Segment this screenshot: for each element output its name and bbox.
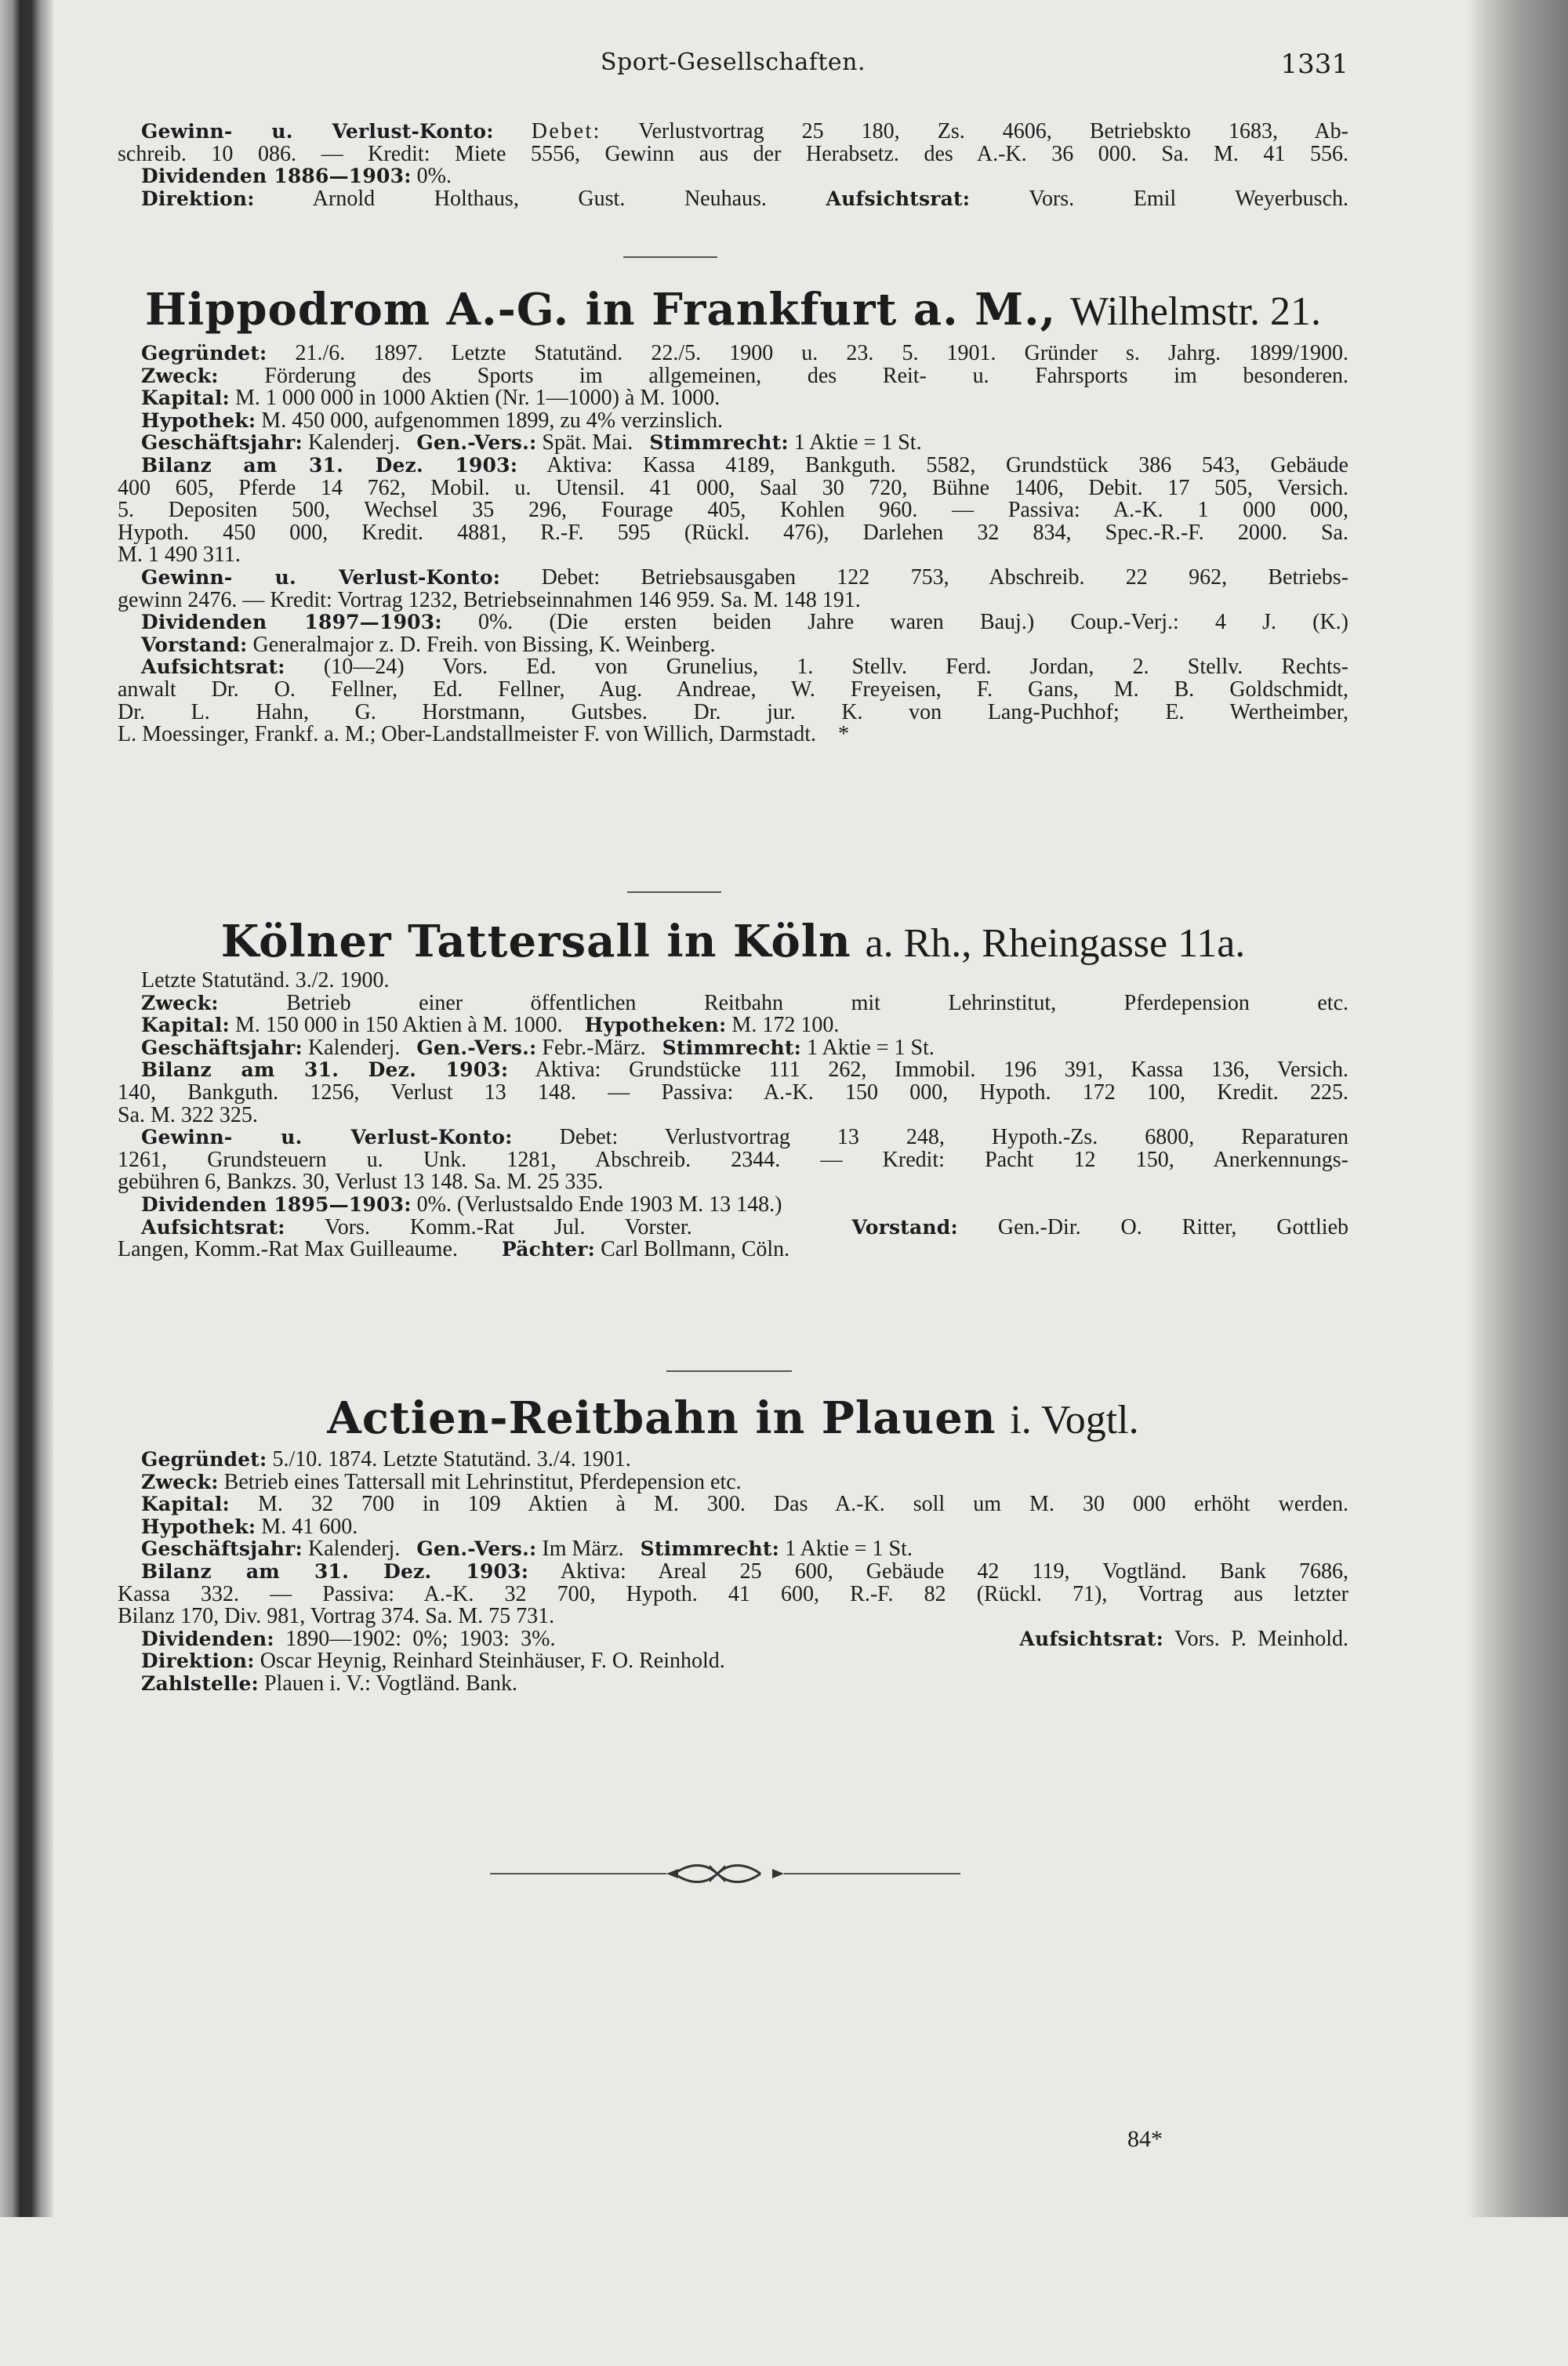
bilanz-label: Bilanz am 31. Dez. 1903: bbox=[141, 1058, 509, 1082]
gv: Im März. bbox=[542, 1537, 624, 1562]
kapital: M. 1 000 000 in 1000 Aktien (Nr. 1—1000) à M. 1000. bbox=[234, 386, 720, 411]
st: 1 Aktie = 1 St. bbox=[785, 1537, 913, 1562]
st-label: Stimmrecht: bbox=[640, 1537, 780, 1561]
separator-rule bbox=[627, 891, 721, 893]
dir: Oscar Heynig, Reinhard Steinhäuser, F. O. Reinhold. bbox=[260, 1649, 725, 1674]
vorstand-l2: Langen, Komm.-Rat Max Guilleaume. bbox=[118, 1237, 458, 1262]
bilanz-l1: Aktiva: Areal 25 600, Gebäude 42 119, Vogtländ. Bank 7686, bbox=[560, 1559, 1348, 1584]
bilanz-l1: Aktiva: Kassa 4189, Bankguth. 5582, Grundstück 386 543, Gebäude bbox=[546, 452, 1348, 477]
text-guv-2: schreib. 10 086. — Kredit: Miete 5556, Gewinn aus der Herabsetz. des A.-K. 36 000. Sa. M. 41 556. bbox=[118, 141, 1348, 166]
zweck: Betrieb eines Tattersall mit Lehrinstitut, Pferdepension etc. bbox=[223, 1469, 742, 1494]
text-line bbox=[118, 724, 1348, 746]
heading-name: Actien-Reitbahn in Plauen bbox=[327, 1392, 996, 1444]
hypothek-label: Hypothek: bbox=[141, 408, 256, 432]
ar-l1: (10—24) Vors. Ed. von Grunelius, 1. Stellv. Ferd. Jordan, 2. Stellv. Rechts- bbox=[323, 655, 1349, 680]
kapital-label: Kapital: bbox=[141, 1014, 230, 1037]
text-line bbox=[118, 1449, 1348, 1471]
label-direktion: Direktion: bbox=[141, 187, 255, 210]
paechter-label: Pächter: bbox=[501, 1238, 596, 1261]
text-line bbox=[118, 343, 1348, 365]
div: 0%. (Die ersten beiden Jahre waren Bauj.) Coup.-Verj.: 4 J. (K.) bbox=[477, 610, 1348, 635]
hypothek: M. 450 000, aufgenommen 1899, zu 4% verzinslich. bbox=[261, 408, 723, 433]
gj: Kalenderj. bbox=[307, 1035, 401, 1060]
zweck: Förderung des Sports im allgemeinen, des Reit- u. Fahrsports im besonderen. bbox=[264, 363, 1349, 388]
entry-hippodrom bbox=[118, 343, 1348, 746]
heading-name: Kölner Tattersall in Köln bbox=[220, 916, 851, 967]
page-number: 1331 bbox=[1280, 49, 1348, 80]
hyp-label: Hypotheken: bbox=[584, 1014, 727, 1037]
gegruendet-label: Gegründet: bbox=[141, 1448, 267, 1471]
text-line bbox=[118, 1239, 1348, 1261]
heading-rest: i. Vogtl. bbox=[1010, 1398, 1139, 1442]
ar-l2: anwalt Dr. O. Fellner, Ed. Fellner, Aug. Andreae, W. Freyeisen, F. Gans, M. B. Goldschmidt, bbox=[118, 677, 1348, 702]
guv-l1: Debet: Verlustvortrag 13 248, Hypoth.-Zs. 6800, Reparaturen bbox=[559, 1125, 1349, 1150]
text-line bbox=[118, 452, 1348, 477]
bilanz-label: Bilanz am 31. Dez. 1903: bbox=[141, 453, 518, 477]
text-line bbox=[118, 611, 1348, 634]
bilanz-l4: Hypoth. 450 000, Kredit. 4881, R.-F. 595 (Rückl. 476), Darlehen 32 834, Spec.-R.-F. 2000. Sa. bbox=[118, 520, 1348, 545]
text-debet: Debet: bbox=[531, 119, 601, 143]
text-line bbox=[118, 656, 1348, 679]
letzte: Letzte Statutänd. 3./2. 1900. bbox=[141, 968, 390, 992]
div-label: Dividenden 1897—1903: bbox=[141, 611, 442, 634]
text-line bbox=[118, 188, 1348, 211]
bilanz-l3: Bilanz 170, Div. 981, Vortrag 374. Sa. M. 75 731. bbox=[118, 1604, 555, 1629]
zahl-label: Zahlstelle: bbox=[141, 1671, 259, 1695]
kapital-label: Kapital: bbox=[141, 1493, 230, 1516]
label-dividenden: Dividenden 1886—1903: bbox=[141, 165, 412, 188]
heading-rest: Wilhelmstr. 21. bbox=[1069, 289, 1321, 334]
kapital: M. 150 000 in 150 Aktien à M. 1000. bbox=[234, 1013, 563, 1038]
text-line bbox=[118, 564, 1349, 590]
text-line bbox=[118, 410, 1348, 433]
ar-mark: * bbox=[838, 722, 850, 747]
text-line bbox=[118, 1628, 1348, 1651]
text-direktion: Arnold Holthaus, Gust. Neuhaus. bbox=[312, 186, 767, 211]
gj-label: Geschäftsjahr: bbox=[141, 1036, 303, 1059]
gegruendet: 21./6. 1897. Letzte Statutänd. 22./5. 1900 u. 23. 5. 1901. Gründer s. Jahrg. 1899/1900. bbox=[295, 341, 1349, 365]
ar-l4: L. Moessinger, Frankf. a. M.; Ober-Landstallmeister F. von Willich, Darmstadt. bbox=[118, 722, 817, 747]
ar-l3: Dr. L. Hahn, G. Horstmann, Gutsbes. Dr. jur. K. von Lang-Puchhof; E. Wertheimber, bbox=[118, 699, 1348, 724]
vorstand: Generalmajor z. D. Freih. von Bissing, K. Weinberg. bbox=[252, 632, 716, 657]
hyp: M. 41 600. bbox=[261, 1514, 358, 1539]
text-line bbox=[118, 1127, 1348, 1149]
gv-label: Gen.-Vers.: bbox=[416, 1537, 537, 1561]
st-label: Stimmrecht: bbox=[662, 1036, 802, 1059]
signature-mark: 84* bbox=[1127, 2126, 1163, 2152]
running-head bbox=[118, 49, 1348, 80]
label-guv: Gewinn- u. Verlust-Konto: bbox=[141, 120, 494, 143]
text-line bbox=[118, 1059, 1348, 1082]
guv-label: Gewinn- u. Verlust-Konto: bbox=[141, 1126, 513, 1149]
zahl: Plauen i. V.: Vogtländ. Bank. bbox=[263, 1671, 518, 1696]
text-line bbox=[118, 1493, 1348, 1516]
running-head-title: Sport-Gesellschaften. bbox=[600, 49, 866, 76]
ar: Vors. P. Meinhold. bbox=[1174, 1626, 1349, 1651]
text-line bbox=[118, 1650, 1348, 1673]
gj-label: Geschäftsjahr: bbox=[141, 431, 303, 455]
gv: Febr.-März. bbox=[542, 1035, 646, 1060]
entry-continuation bbox=[118, 121, 1348, 210]
separator-rule bbox=[623, 256, 717, 258]
ar: Vors. Komm.-Rat Jul. Vorster. bbox=[325, 1214, 692, 1239]
bilanz-l2: 140, Bankguth. 1256, Verlust 13 148. — Passiva: A.-K. 150 000, Hypoth. 172 100, Kredit. 225. bbox=[118, 1080, 1348, 1105]
bilanz-l2: Kassa 332. — Passiva: A.-K. 32 700, Hypoth. 41 600, R.-F. 82 (Rückl. 71), Vortrag aus letzter bbox=[118, 1581, 1348, 1606]
heading-hippodrom bbox=[118, 284, 1348, 336]
guv-l3: gebühren 6, Bankzs. 30, Verlust 13 148. Sa. M. 25 335. bbox=[118, 1170, 604, 1195]
div-label: Dividenden: bbox=[141, 1627, 274, 1650]
text-line bbox=[118, 1014, 1348, 1037]
zweck-label: Zweck: bbox=[141, 1470, 219, 1493]
vorstand-label: Vorstand: bbox=[141, 633, 248, 656]
text-aufsichtsrat: Vors. Emil Weyerbusch. bbox=[1029, 186, 1349, 211]
text-line bbox=[118, 1471, 1348, 1494]
text-line bbox=[118, 365, 1348, 388]
guv-label: Gewinn- u. Verlust-Konto: bbox=[141, 565, 501, 589]
heading-koelner-tattersall bbox=[118, 916, 1348, 967]
st: 1 Aktie = 1 St. bbox=[807, 1035, 935, 1060]
heading-name: Hippodrom A.-G. in Frankfurt a. M., bbox=[145, 284, 1057, 336]
heading-rest: a. Rh., Rheingasse 11a. bbox=[865, 921, 1246, 966]
gv-label: Gen.-Vers.: bbox=[416, 431, 537, 455]
text-line bbox=[118, 165, 1348, 188]
bilanz-l2: 400 605, Pferde 14 762, Mobil. u. Utensil. 41 000, Saal 30 720, Bühne 1406, Debit. 17 505, Versich. bbox=[118, 475, 1348, 500]
zweck-label: Zweck: bbox=[141, 364, 219, 387]
hyp: M. 172 100. bbox=[731, 1013, 840, 1038]
ornament-divider bbox=[490, 1858, 960, 1889]
gj: Kalenderj. bbox=[307, 430, 401, 455]
gv-label: Gen.-Vers.: bbox=[416, 1036, 537, 1059]
dir-label: Direktion: bbox=[141, 1649, 255, 1673]
text-line bbox=[118, 121, 1348, 143]
hyp-label: Hypothek: bbox=[141, 1515, 256, 1538]
div: 0%. (Verlustsaldo Ende 1903 M. 13 148.) bbox=[416, 1192, 782, 1217]
st-label: Stimmrecht: bbox=[649, 431, 789, 455]
entry-actien-reitbahn bbox=[118, 1449, 1348, 1696]
text-guv-1: Verlustvortrag 25 180, Zs. 4606, Betriebskto 1683, Ab- bbox=[638, 119, 1349, 143]
zweck: Betrieb einer öffentlichen Reitbahn mit Lehrinstitut, Pferdepension etc. bbox=[286, 990, 1349, 1015]
label-aufsichtsrat: Aufsichtsrat: bbox=[826, 187, 971, 210]
heading-actien-reitbahn bbox=[118, 1392, 1348, 1444]
ar-label: Aufsichtsrat: bbox=[141, 1215, 285, 1239]
text-line bbox=[118, 1194, 1348, 1217]
gegruendet: 5./10. 1874. Letzte Statutänd. 3./4. 1901. bbox=[272, 1447, 631, 1471]
bilanz-l5: M. 1 490 311. bbox=[118, 543, 241, 568]
text-line bbox=[118, 387, 1348, 410]
zweck-label: Zweck: bbox=[141, 991, 219, 1014]
page-edge-shadow bbox=[1466, 0, 1568, 2217]
div-label: Dividenden 1895—1903: bbox=[141, 1192, 412, 1216]
closing-flourish bbox=[490, 2332, 960, 2364]
st: 1 Aktie = 1 St. bbox=[793, 430, 922, 455]
vorstand-l1: Gen.-Dir. O. Ritter, Gottlieb bbox=[997, 1214, 1349, 1239]
entry-koelner-tattersall bbox=[118, 970, 1348, 1261]
gegruendet-label: Gegründet: bbox=[141, 342, 267, 365]
kapital-label: Kapital: bbox=[141, 386, 230, 410]
paechter: Carl Bollmann, Cöln. bbox=[601, 1237, 790, 1262]
text-line bbox=[118, 634, 1348, 657]
vorstand-label: Vorstand: bbox=[851, 1215, 958, 1239]
bilanz-l3: 5. Depositen 500, Wechsel 35 296, Fourage 405, Kohlen 960. — Passiva: A.-K. 1 000 000, bbox=[118, 498, 1348, 523]
ar-label: Aufsichtsrat: bbox=[141, 655, 285, 679]
book-spine-shadow bbox=[0, 0, 53, 2217]
guv-l2: 1261, Grundsteuern u. Unk. 1281, Abschreib. 2344. — Kredit: Pacht 12 150, Anerkennungs- bbox=[118, 1147, 1348, 1172]
text-line bbox=[118, 432, 1348, 455]
text-line bbox=[118, 1214, 1349, 1239]
separator-rule bbox=[666, 1370, 792, 1372]
ar-label: Aufsichtsrat: bbox=[1019, 1627, 1164, 1650]
guv-l1: Debet: Betriebsausgaben 122 753, Abschreib. 22 962, Betriebs- bbox=[541, 564, 1349, 590]
gj: Kalenderj. bbox=[307, 1537, 401, 1562]
guv-l2: gewinn 2476. — Kredit: Vortrag 1232, Betriebseinnahmen 146 959. Sa. M. 148 191. bbox=[118, 587, 861, 612]
div: 1890—1902: 0%; 1903: 3%. bbox=[285, 1626, 556, 1651]
bilanz-l1: Aktiva: Grundstücke 111 262, Immobil. 196 391, Kassa 136, Versich. bbox=[535, 1058, 1348, 1083]
text-line bbox=[118, 992, 1348, 1015]
text-line bbox=[118, 1561, 1348, 1584]
text-line bbox=[118, 1673, 1348, 1696]
bilanz-label: Bilanz am 31. Dez. 1903: bbox=[141, 1559, 529, 1583]
text-line bbox=[118, 1516, 1348, 1539]
gj-label: Geschäftsjahr: bbox=[141, 1537, 303, 1561]
bilanz-l3: Sa. M. 322 325. bbox=[118, 1102, 258, 1127]
gv: Spät. Mai. bbox=[542, 430, 633, 455]
text-line bbox=[118, 1538, 1348, 1561]
kapital: M. 32 700 in 109 Aktien à M. 300. Das A.-K. soll um M. 30 000 erhöht werden. bbox=[258, 1492, 1348, 1517]
text-dividenden: 0%. bbox=[416, 164, 452, 189]
text-line bbox=[118, 1037, 1348, 1060]
